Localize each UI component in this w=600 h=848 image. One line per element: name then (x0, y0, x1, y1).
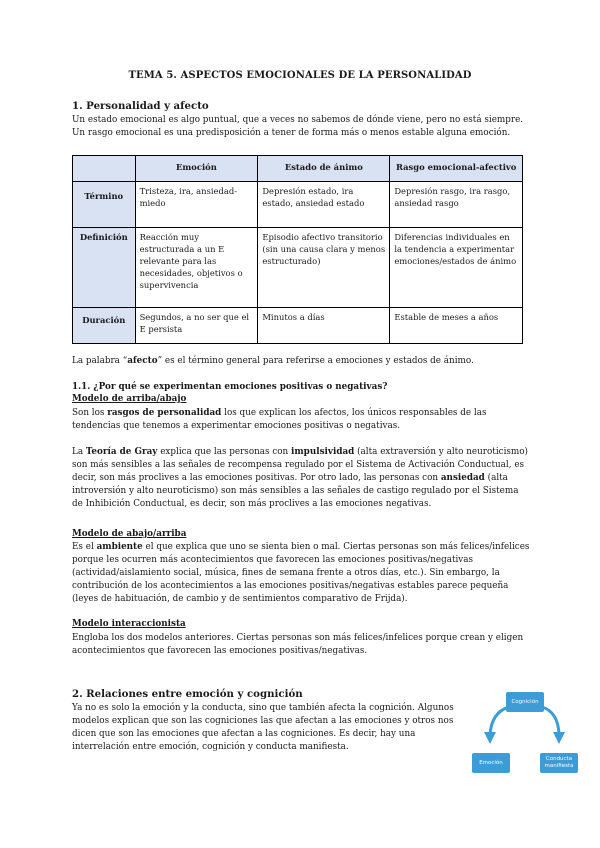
text-fragment: ” es el término general para referirse a emociones y estados de ánimo. (157, 356, 474, 366)
emotion-comparison-table (72, 155, 523, 344)
row-label-definicion: Definición (73, 228, 136, 308)
bold-term: rasgos de personalidad (107, 408, 222, 418)
model-bottom-up-text (72, 541, 532, 606)
bold-term: Teoría de Gray (85, 447, 158, 457)
table-header-row (73, 156, 523, 182)
page-title: TEMA 5. ASPECTOS EMOCIONALES DE LA PERSONALIDAD (128, 70, 472, 81)
table-cell: Segundos, a no ser que el E persista (135, 308, 258, 344)
text-fragment: La palabra “ (72, 356, 128, 366)
text-fragment: el que explica que uno se sienta bien o mal. Ciertas personas son más felices/infelices porque les ocurren más acontecimientos que favorecen las emociones positivas/negativas (actividad/aislamiento social, música, fines de semana frente a otros días, etc.). Sin embargo, la contribución de los acontecimientos a las emociones positivas/negativas estables parece pequeña (leyes de habituación, de cambio y de sentimientos comparativo de Frijda). (72, 542, 530, 604)
section-2-text: Ya no es solo la emoción y la conducta, sino que también afecta la cognición. Algunos modelos explican que son las cogniciones las que afectan a las emociones y otros nos dicen que son las emociones que afectan a las cogniciones. Es decir, hay una interrelación entre emoción, cognición y conducta manifiesta. (72, 703, 454, 752)
table-cell: Depresión rasgo, ira rasgo, ansiedad rasgo (390, 182, 523, 228)
behavior-label-line2: manifiesta (544, 763, 574, 769)
text-fragment: (alta extraversión y alto neuroticismo) son más sensibles a las señales de recompensa regulado por el Sistema de Activación Conductual, es decir, son más proclives a las emociones positivas. Por otro lado, las personas con (72, 447, 528, 483)
text-fragment: explica que las personas con (157, 447, 292, 457)
table-cell: Estable de meses a años (390, 308, 523, 344)
text-fragment: Son los (72, 408, 108, 418)
arrow-right-icon (542, 707, 559, 734)
section-1-1-heading: 1.1. ¿Por qué se experimentan emociones positivas o negativas? (72, 382, 388, 392)
bold-term: ambiente (96, 542, 143, 552)
bold-term: afecto (127, 356, 158, 366)
bold-term: ansiedad (440, 473, 485, 483)
text-fragment: Es el (72, 542, 97, 552)
table-header-empty (73, 156, 136, 182)
cognition-box: Cognición (506, 692, 544, 712)
emotion-box: Emoción (472, 753, 510, 773)
table-cell: Tristeza, ira, ansiedad-miedo (135, 182, 258, 228)
table-header-rasgo: Rasgo emocional-afectivo (390, 156, 523, 182)
table-row (73, 228, 523, 308)
model-interactionist-title: Modelo interaccionista (72, 619, 186, 629)
behavior-box (540, 753, 578, 773)
section-2-heading: 2. Relaciones entre emoción y cognición (72, 688, 303, 700)
model-top-down-text (72, 407, 532, 433)
table-header-estado: Estado de ánimo (258, 156, 390, 182)
behavior-label-line1: Conducta (545, 756, 573, 762)
table-cell: Reacción muy estructurada a un E relevante para las necesidades, objetivos o supervivencia (135, 228, 258, 308)
cognition-diagram (462, 690, 592, 780)
arrowhead-left-icon (484, 732, 496, 744)
table-row (73, 308, 523, 344)
model-bottom-up-title: Modelo de abajo/arriba (72, 529, 187, 539)
table-row (73, 182, 523, 228)
section-1-intro: Un estado emocional es algo puntual, que a veces no sabemos de dónde viene, pero no está siempre. Un rasgo emocional es una predisposición a tener de forma más o menos estable alguna emoción. (72, 115, 524, 138)
row-label-termino: Término (73, 182, 136, 228)
model-interactionist-text: Engloba los dos modelos anteriores. Ciertas personas son más felices/infelices porque crean y eligen acontecimientos que favorecen las emociones positivas/negativas. (72, 633, 524, 656)
text-fragment: los que explican los afectos, los únicos responsables de las tendencias que tenemos a experimentar emociones positivas o negativas. (72, 408, 487, 431)
arrowhead-right-icon (553, 732, 565, 744)
table-cell: Depresión estado, ira estado, ansiedad estado (258, 182, 390, 228)
table-cell: Minutos a días (258, 308, 390, 344)
section-1-heading: 1. Personalidad y afecto (72, 100, 209, 112)
bold-term: impulsividad (291, 447, 355, 457)
table-cell: Episodio afectivo transitorio (sin una causa clara y menos estructurado) (258, 228, 390, 308)
text-fragment: (alta introversión y alto neuroticismo) son más sensibles a las señales de castigo regulado por el Sistema de Inhibición Conductual, es decir, son más proclives a las emociones negativas. (72, 473, 519, 509)
afecto-note (72, 355, 532, 368)
model-top-down-title: Modelo de arriba/abajo (72, 394, 187, 404)
table-header-emocion: Emoción (135, 156, 258, 182)
table-cell: Diferencias individuales en la tendencia a experimentar emociones/estados de ánimo (390, 228, 523, 308)
gray-theory-text (72, 446, 532, 511)
row-label-duracion: Duración (73, 308, 136, 344)
text-fragment: La (72, 447, 86, 457)
